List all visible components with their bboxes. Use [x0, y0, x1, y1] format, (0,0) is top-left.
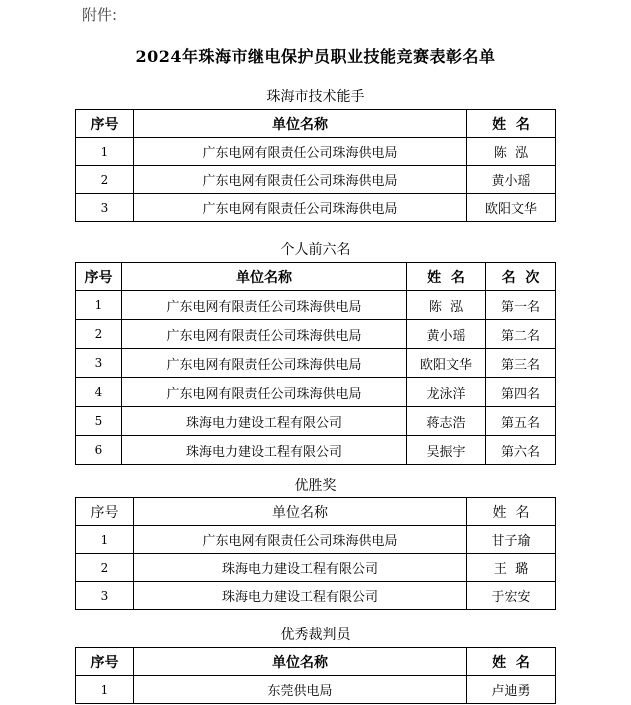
row-serial: 2: [76, 554, 134, 582]
row-unit: 广东电网有限责任公司珠海供电局: [134, 166, 467, 194]
row-rank: 第五名: [486, 407, 556, 436]
row-unit: 广东电网有限责任公司珠海供电局: [134, 526, 467, 554]
document-title: 2024年珠海市继电保护员职业技能竞赛表彰名单: [135, 47, 496, 66]
header-name: 姓 名: [467, 648, 556, 676]
row-person: 于宏安: [467, 582, 556, 610]
row-person: 欧阳文华: [407, 349, 486, 378]
row-person: 蒋志浩: [407, 407, 486, 436]
row-person: 王 璐: [467, 554, 556, 582]
row-serial: 1: [76, 291, 122, 320]
table-row: [76, 138, 556, 166]
row-person: 陈 泓: [407, 291, 486, 320]
row-rank: 第四名: [486, 378, 556, 407]
row-person: 黄小瑶: [467, 166, 556, 194]
row-serial: 6: [76, 436, 122, 465]
section-title-excellence-award: 优胜奖: [294, 478, 337, 494]
row-unit: 珠海电力建设工程有限公司: [122, 436, 407, 465]
header-serial: 序号: [76, 648, 134, 676]
section-title-outstanding-referee: 优秀裁判员: [280, 627, 351, 643]
table-header-row: [76, 263, 556, 291]
table-row: [76, 320, 556, 349]
table-header-row: [76, 498, 556, 526]
header-serial: 序号: [76, 498, 134, 526]
table-row: [76, 436, 556, 465]
row-serial: 1: [76, 138, 134, 166]
outstanding-referee-table: [75, 647, 556, 704]
attachment-label: 附件:: [82, 6, 118, 24]
row-serial: 3: [76, 194, 134, 222]
section-title-top-six: 个人前六名: [280, 242, 351, 258]
section-title-technical-experts: 珠海市技术能手: [266, 89, 365, 105]
header-name: 姓 名: [467, 110, 556, 138]
row-unit: 广东电网有限责任公司珠海供电局: [122, 349, 407, 378]
table-header-row: [76, 648, 556, 676]
table-row: [76, 166, 556, 194]
row-person: 吴振宇: [407, 436, 486, 465]
row-person: 龙泳洋: [407, 378, 486, 407]
row-rank: 第六名: [486, 436, 556, 465]
row-serial: 4: [76, 378, 122, 407]
row-person: 卢迪勇: [467, 676, 556, 704]
table-row: [76, 582, 556, 610]
row-rank: 第三名: [486, 349, 556, 378]
technical-experts-table: [75, 109, 556, 222]
header-unit-name: 单位名称: [134, 498, 467, 526]
header-name: 姓 名: [467, 498, 556, 526]
top-six-table: [75, 262, 556, 465]
table-row: [76, 554, 556, 582]
table-header-row: [76, 110, 556, 138]
row-serial: 3: [76, 582, 134, 610]
row-unit: 广东电网有限责任公司珠海供电局: [134, 194, 467, 222]
header-unit-name: 单位名称: [134, 110, 467, 138]
header-serial: 序号: [76, 110, 134, 138]
row-person: 甘子瑜: [467, 526, 556, 554]
row-serial: 3: [76, 349, 122, 378]
table-row: [76, 194, 556, 222]
table-row: [76, 676, 556, 704]
header-rank: 名 次: [486, 263, 556, 291]
header-unit-name: 单位名称: [122, 263, 407, 291]
row-person: 陈 泓: [467, 138, 556, 166]
row-unit: 广东电网有限责任公司珠海供电局: [122, 320, 407, 349]
row-serial: 5: [76, 407, 122, 436]
header-name: 姓 名: [407, 263, 486, 291]
row-unit: 珠海电力建设工程有限公司: [134, 554, 467, 582]
row-unit: 珠海电力建设工程有限公司: [122, 407, 407, 436]
row-serial: 1: [76, 676, 134, 704]
row-serial: 2: [76, 166, 134, 194]
excellence-award-table: [75, 497, 556, 610]
table-row: [76, 349, 556, 378]
row-person: 黄小瑶: [407, 320, 486, 349]
row-unit: 东莞供电局: [134, 676, 467, 704]
table-row: [76, 291, 556, 320]
header-serial: 序号: [76, 263, 122, 291]
row-unit: 珠海电力建设工程有限公司: [134, 582, 467, 610]
row-unit: 广东电网有限责任公司珠海供电局: [122, 291, 407, 320]
row-serial: 1: [76, 526, 134, 554]
row-person: 欧阳文华: [467, 194, 556, 222]
table-row: [76, 526, 556, 554]
row-rank: 第一名: [486, 291, 556, 320]
row-serial: 2: [76, 320, 122, 349]
table-row: [76, 378, 556, 407]
row-unit: 广东电网有限责任公司珠海供电局: [134, 138, 467, 166]
table-row: [76, 407, 556, 436]
header-unit-name: 单位名称: [134, 648, 467, 676]
row-unit: 广东电网有限责任公司珠海供电局: [122, 378, 407, 407]
row-rank: 第二名: [486, 320, 556, 349]
